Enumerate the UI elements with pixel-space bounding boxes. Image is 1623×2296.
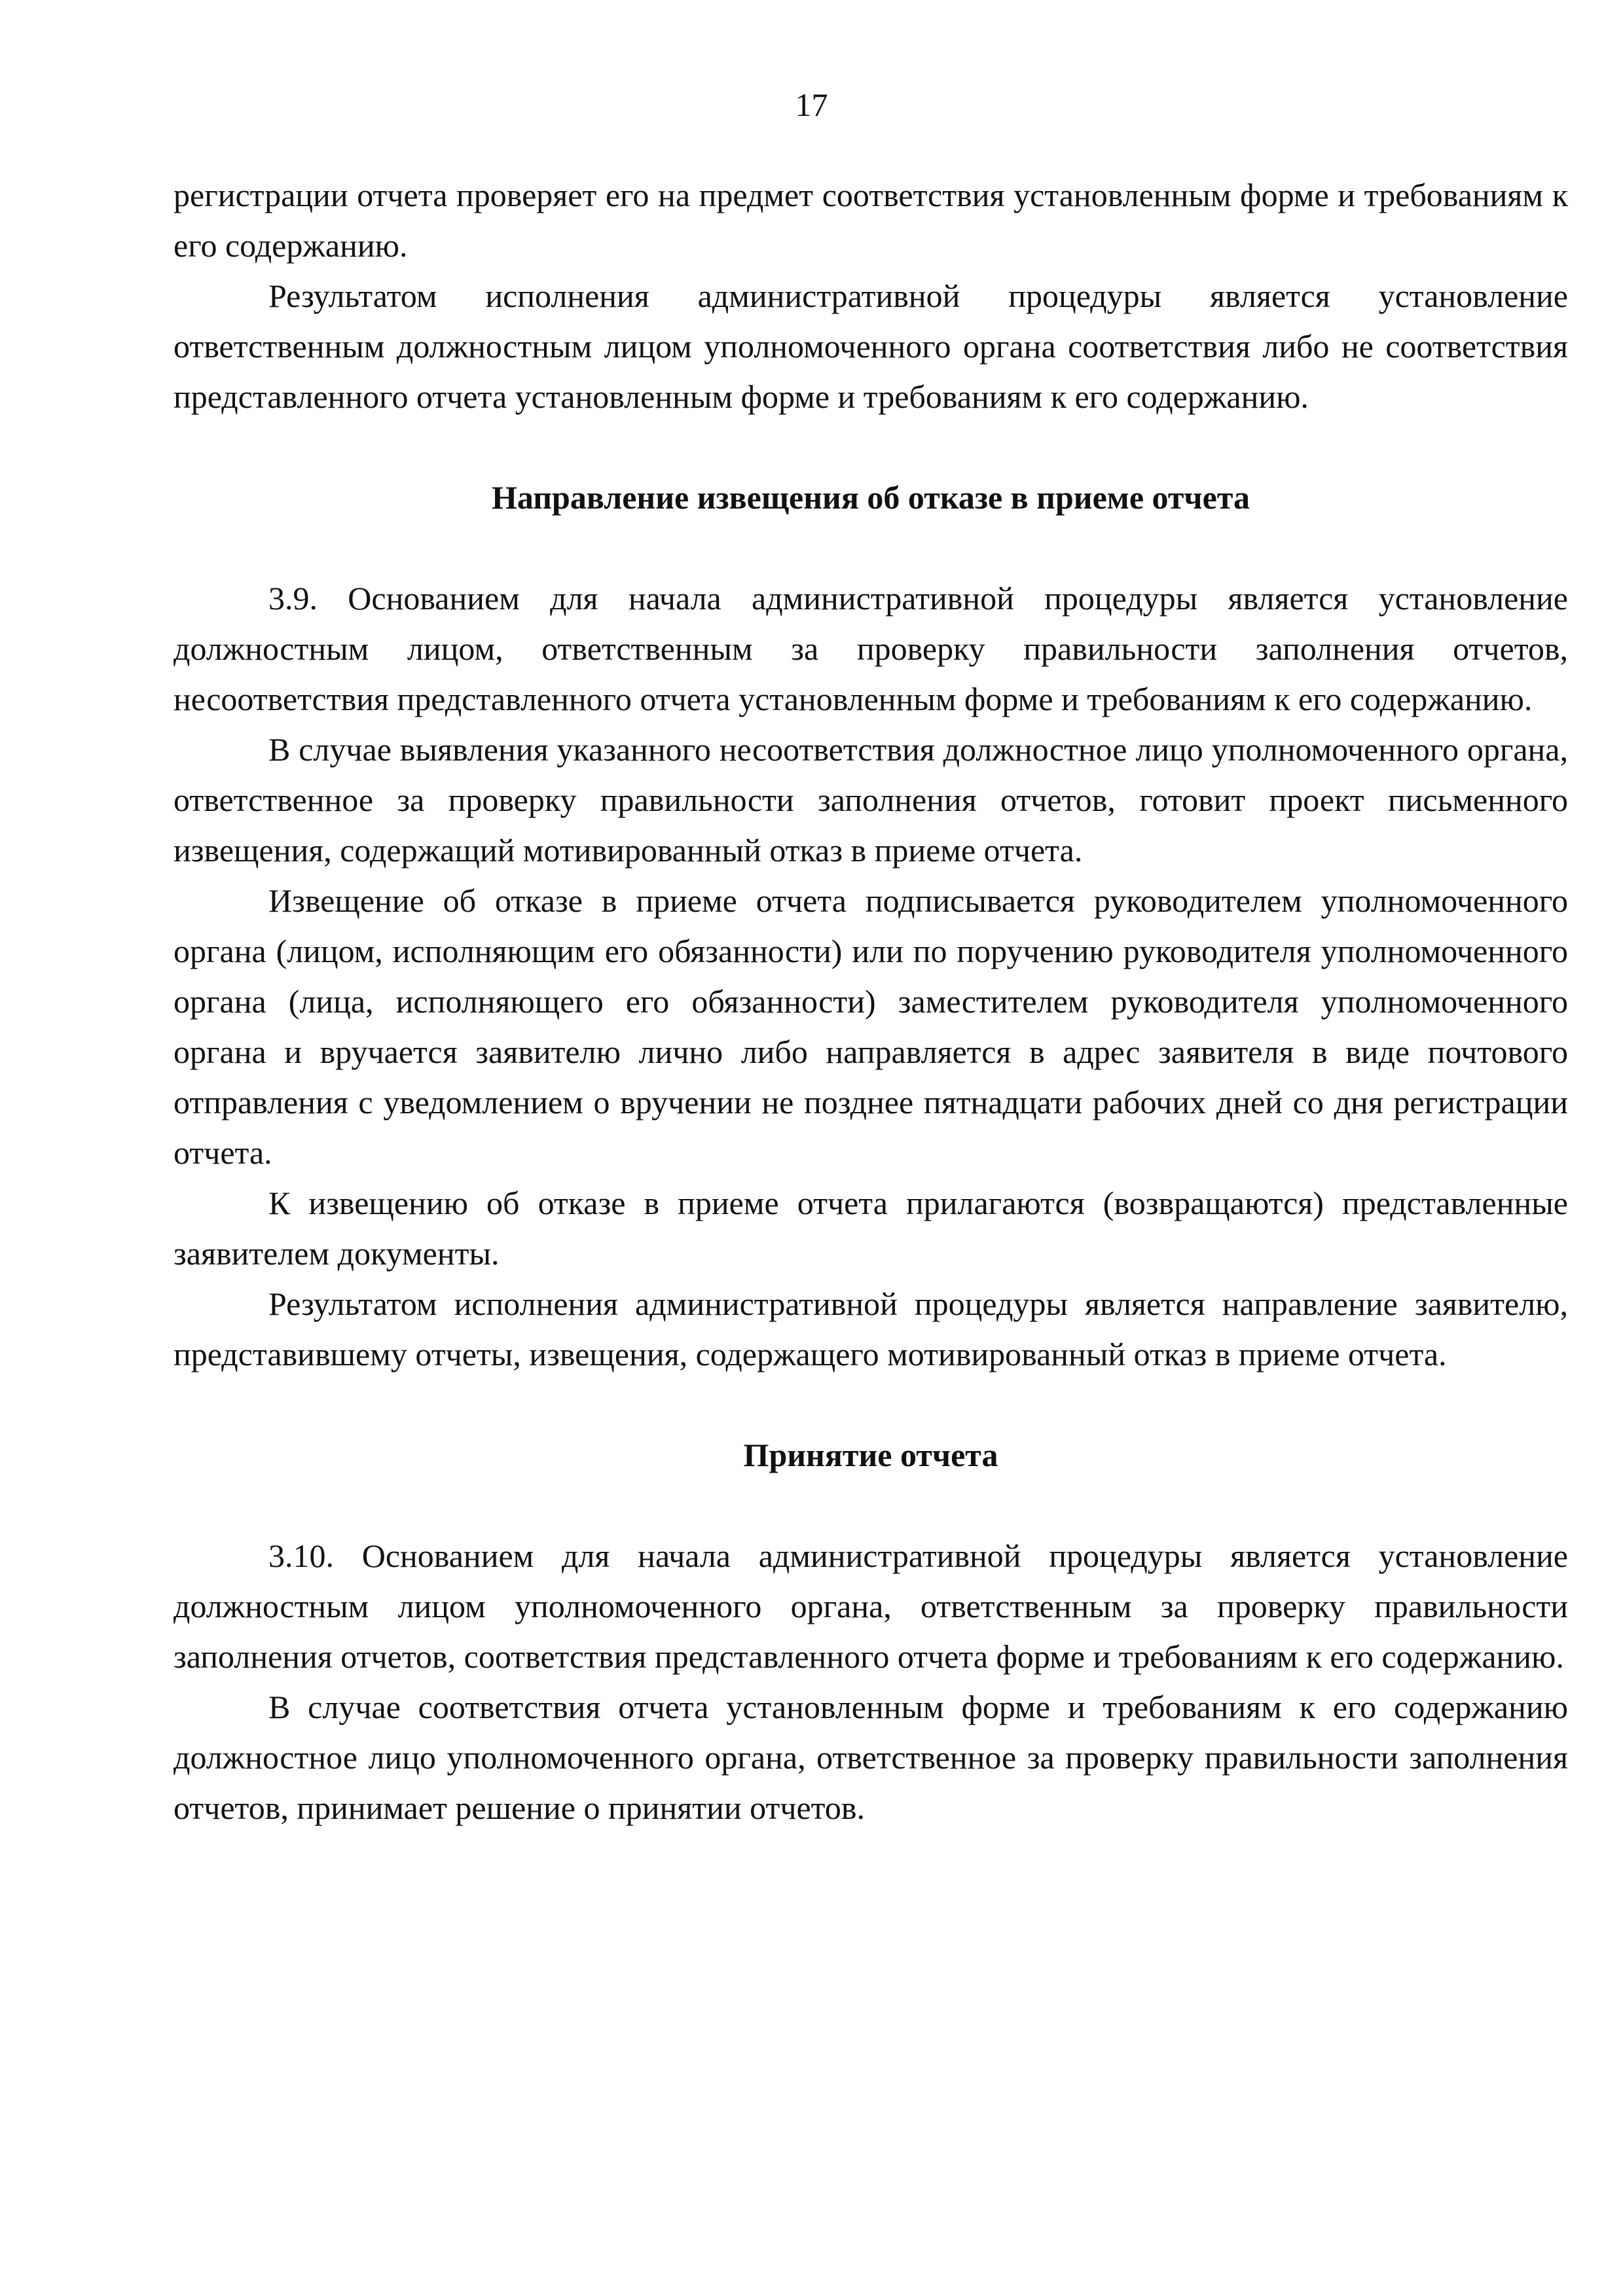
paragraph-result: Результатом исполнения административной процедуры является установление ответственным должностным лицом уполномоченного органа соответствия либо не соответствия представленного отчета установленным форме и требованиям к его содержанию. xyxy=(173,278,1568,415)
spacer xyxy=(173,1380,1568,1430)
paragraph-refusal-result: Результатом исполнения административной процедуры является направление заявителю, представившему отчеты, извещения, содержащего мотивированный отказ в приеме отчета. xyxy=(173,1285,1568,1372)
paragraph-acceptance-decision: В случае соответствия отчета установленным форме и требованиям к его содержанию должностное лицо уполномоченного органа, ответственное за проверку правильности заполнения отчетов, принимает решение о принятии отчетов. xyxy=(173,1689,1568,1826)
section-heading-refusal: Направление извещения об отказе в приеме отчета xyxy=(492,479,1250,516)
paragraph-3-9: 3.9. Основанием для начала административной процедуры является установление должностным лицом, ответственным за проверку правильности заполнения отчетов, несоответствия представленного отчета установленным форме и требованиям к его содержанию. xyxy=(173,580,1568,717)
page-number: 17 xyxy=(795,86,828,123)
section-heading-acceptance: Принятие отчета xyxy=(743,1437,998,1473)
spacer xyxy=(173,422,1568,473)
paragraph-continuation: регистрации отчета проверяет его на предмет соответствия установленным форме и требованиям к его содержанию. xyxy=(173,177,1568,264)
paragraph-attachments: К извещению об отказе в приеме отчета прилагаются (возвращаются) представленные заявителем документы. xyxy=(173,1185,1568,1272)
paragraph-discrepancy: В случае выявления указанного несоответствия должностное лицо уполномоченного органа, ответственное за проверку правильности заполнения отчетов, готовит проект письменного извещения, содержащий мотивированный отказ в приеме отчета. xyxy=(173,731,1568,869)
document-body xyxy=(173,170,1568,1833)
paragraph-3-10: 3.10. Основанием для начала административной процедуры является установление должностным лицом уполномоченного органа, ответственным за проверку правильности заполнения отчетов, соответствия представленного отчета форме и требованиям к его содержанию. xyxy=(173,1537,1568,1675)
paragraph-notice-signing: Извещение об отказе в приеме отчета подписывается руководителем уполномоченного органа (лицом, исполняющим его обязанности) или по поручению руководителя уполномоченного органа (лица, исполняющего его обязанности) заместителем руководителя уполномоченного органа и вручается заявителю лично либо направляется в адрес заявителя в виде почтового отправления с уведомлением о вручении не позднее пятнадцати рабочих дней со дня регистрации отчета. xyxy=(173,882,1568,1171)
spacer xyxy=(173,523,1568,573)
spacer xyxy=(173,1480,1568,1531)
